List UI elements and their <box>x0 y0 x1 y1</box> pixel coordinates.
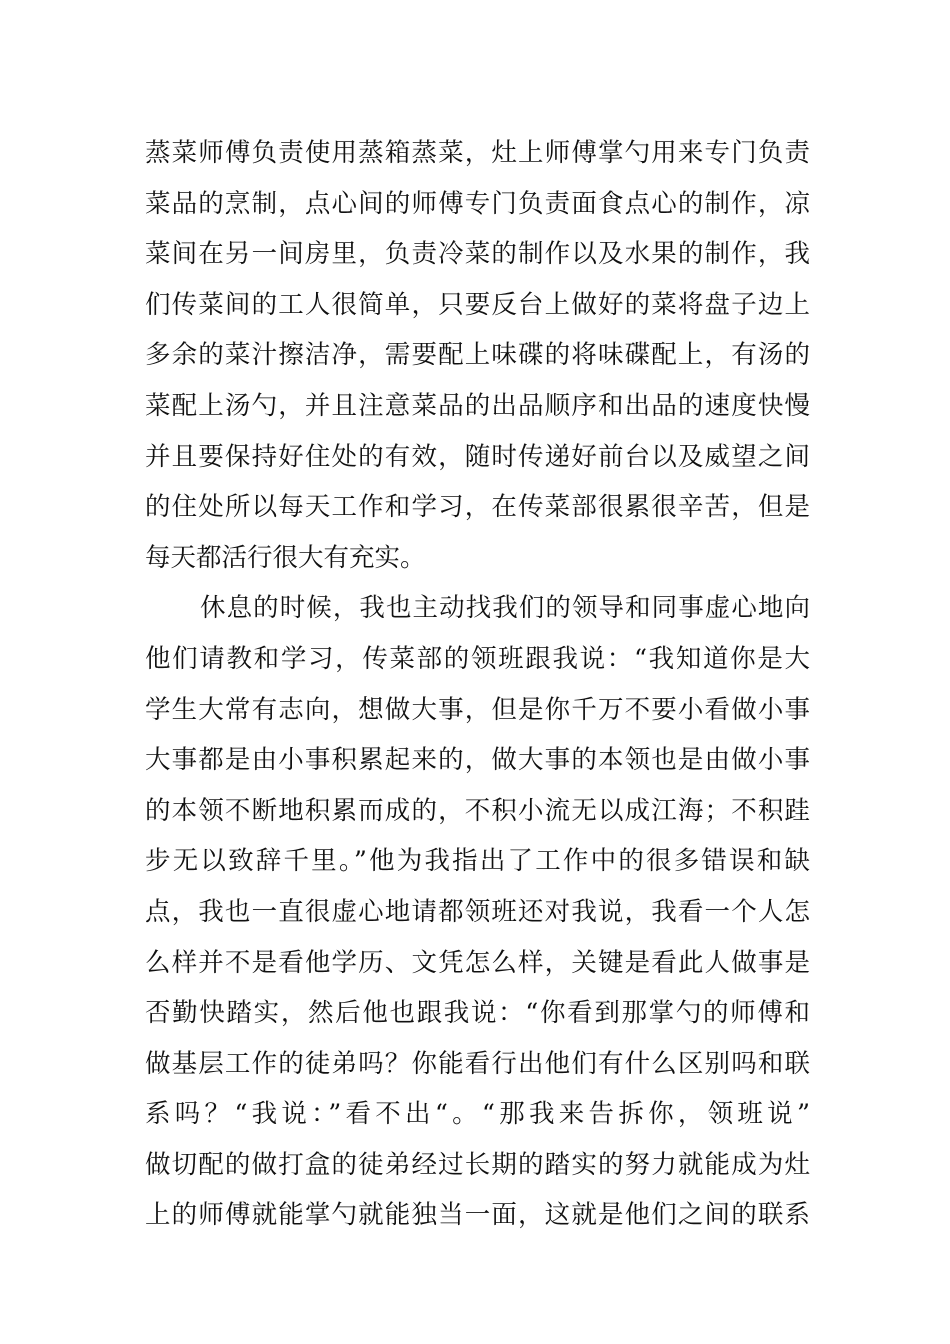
paragraph-1-line-9: 每天都活行很大有充实。 <box>145 542 426 573</box>
paragraph-2-line-8: 么样并不是看他学历、文凭怎么样，关键是看此人做事是 <box>145 947 810 978</box>
body-text <box>145 128 810 1241</box>
paragraph-2-line-1: 休息的时候，我也主动找我们的领导和同事虚心地向 <box>200 593 810 624</box>
paragraph-1-line-2: 菜品的烹制，点心间的师傅专门负责面食点心的制作，凉 <box>145 188 810 219</box>
paragraph-1-line-7: 并且要保持好住处的有效，随时传递好前台以及威望之间 <box>145 441 810 472</box>
paragraph-2-line-5: 的本领不断地积累而成的，不积小流无以成江海；不积跬 <box>145 795 810 826</box>
paragraph-2-line-9: 否勤快踏实，然后他也跟我说：“你看到那掌勺的师傅和 <box>145 998 810 1029</box>
paragraph-2-line-3: 学生大常有志向，想做大事，但是你千万不要小看做小事 <box>145 694 810 725</box>
paragraph-2-line-2: 他们请教和学习，传菜部的领班跟我说：“我知道你是大 <box>145 643 810 674</box>
paragraph-1-line-1: 蒸菜师傅负责使用蒸箱蒸菜，灶上师傅掌勺用来专门负责 <box>145 138 810 168</box>
paragraph-1-line-6: 菜配上汤勺，并且注意菜品的出品顺序和出品的速度快慢 <box>145 390 810 421</box>
paragraph-2-line-4: 大事都是由小事积累起来的，做大事的本领也是由做小事 <box>145 745 810 776</box>
paragraph-2-line-12: 做切配的做打盒的徒弟经过长期的踏实的努力就能成为灶 <box>145 1149 810 1180</box>
paragraph-2-line-11: 系吗？“我说：”看不出“。“那我来告拆你，领班说” <box>145 1099 810 1130</box>
paragraph-1-line-5: 多余的菜汁擦洁净，需要配上味碟的将味碟配上，有汤的 <box>145 340 810 371</box>
paragraph-2-line-7: 点，我也一直很虚心地请都领班还对我说，我看一个人怎 <box>145 896 810 927</box>
paragraph-2-line-13: 上的师傅就能掌勺就能独当一面，这就是他们之间的联系 <box>145 1200 810 1231</box>
paragraph-2-line-10: 做基层工作的徒弟吗？你能看行出他们有什么区别吗和联 <box>145 1048 810 1079</box>
paragraph-1-line-3: 菜间在另一间房里，负责冷菜的制作以及水果的制作，我 <box>145 239 810 270</box>
paragraph-1-line-4: 们传菜间的工人很简单，只要反台上做好的菜将盘子边上 <box>145 289 810 320</box>
paragraph-1-line-8: 的住处所以每天工作和学习，在传菜部很累很辛苦，但是 <box>145 492 810 523</box>
paragraph-2-line-6: 步无以致辞千里。”他为我指出了工作中的很多错误和缺 <box>145 846 810 877</box>
